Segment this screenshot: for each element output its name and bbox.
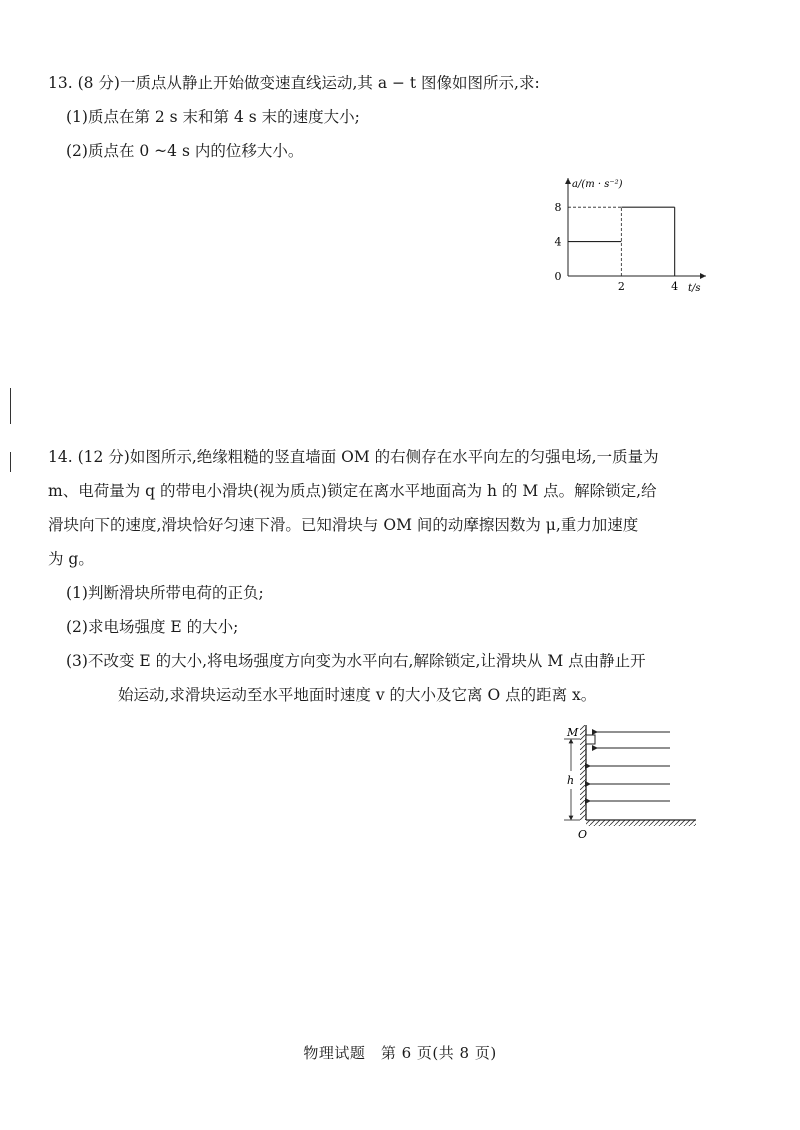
question-14-part-2: (2)求电场强度 E 的大小; xyxy=(66,618,239,636)
a-t-chart xyxy=(550,170,720,300)
question-14 xyxy=(48,440,728,712)
ground-hatch xyxy=(586,820,696,826)
question-14-part-3: (3)不改变 E 的大小,将电场强度方向变为水平向右,解除锁定,让滑块从 M 点由静止开 xyxy=(66,652,646,670)
question-14-line-3: 滑块向下的速度,滑块恰好匀速下滑。已知滑块与 OM 间的动摩擦因数为 μ,重力加速度 xyxy=(48,516,639,534)
chart-xlabel: t/s xyxy=(688,283,701,294)
page-footer: 物理试题 第 6 页(共 8 页) xyxy=(303,1044,497,1062)
chart-x-tick-label: 4 xyxy=(671,280,679,293)
label-M: M xyxy=(567,726,579,739)
chart-x-tick-label: 2 xyxy=(617,280,625,293)
slider-block xyxy=(586,735,595,744)
question-14-part-1: (1)判断滑块所带电荷的正负; xyxy=(66,584,264,602)
question-14-line-2: m、电荷量为 q 的带电小滑块(视为质点)锁定在离水平地面高为 h 的 M 点。解除锁定,给 xyxy=(48,482,657,500)
chart-ylabel: a/(m · s⁻²) xyxy=(572,179,623,190)
question-13 xyxy=(48,66,728,168)
chart-y-tick-label: 8 xyxy=(554,201,562,215)
chart-y-tick-label: 4 xyxy=(554,235,562,249)
question-13-part-1: (1)质点在第 2 s 末和第 4 s 末的速度大小; xyxy=(66,108,360,126)
margin-mark xyxy=(10,452,11,472)
margin-mark xyxy=(10,388,11,424)
chart-y-tick-label: 0 xyxy=(554,270,562,283)
wall-hatch xyxy=(580,725,586,820)
question-13-header: 13. (8 分)一质点从静止开始做变速直线运动,其 a − t 图像如图所示,求: xyxy=(48,74,540,92)
label-h: h xyxy=(567,774,575,787)
label-O: O xyxy=(578,828,588,841)
question-14-line-1: 14. (12 分)如图所示,绝缘粗糙的竖直墙面 OM 的右侧存在水平向左的匀强电场,一质量为 xyxy=(48,448,659,466)
question-14-part-3-continuation: 始运动,求滑块运动至水平地面时速度 v 的大小及它离 O 点的距离 x。 xyxy=(118,686,597,704)
question-13-part-2: (2)质点在 0 ~4 s 内的位移大小。 xyxy=(66,142,304,160)
wall-field-diagram xyxy=(550,715,710,845)
question-14-line-4: 为 g。 xyxy=(48,550,94,568)
